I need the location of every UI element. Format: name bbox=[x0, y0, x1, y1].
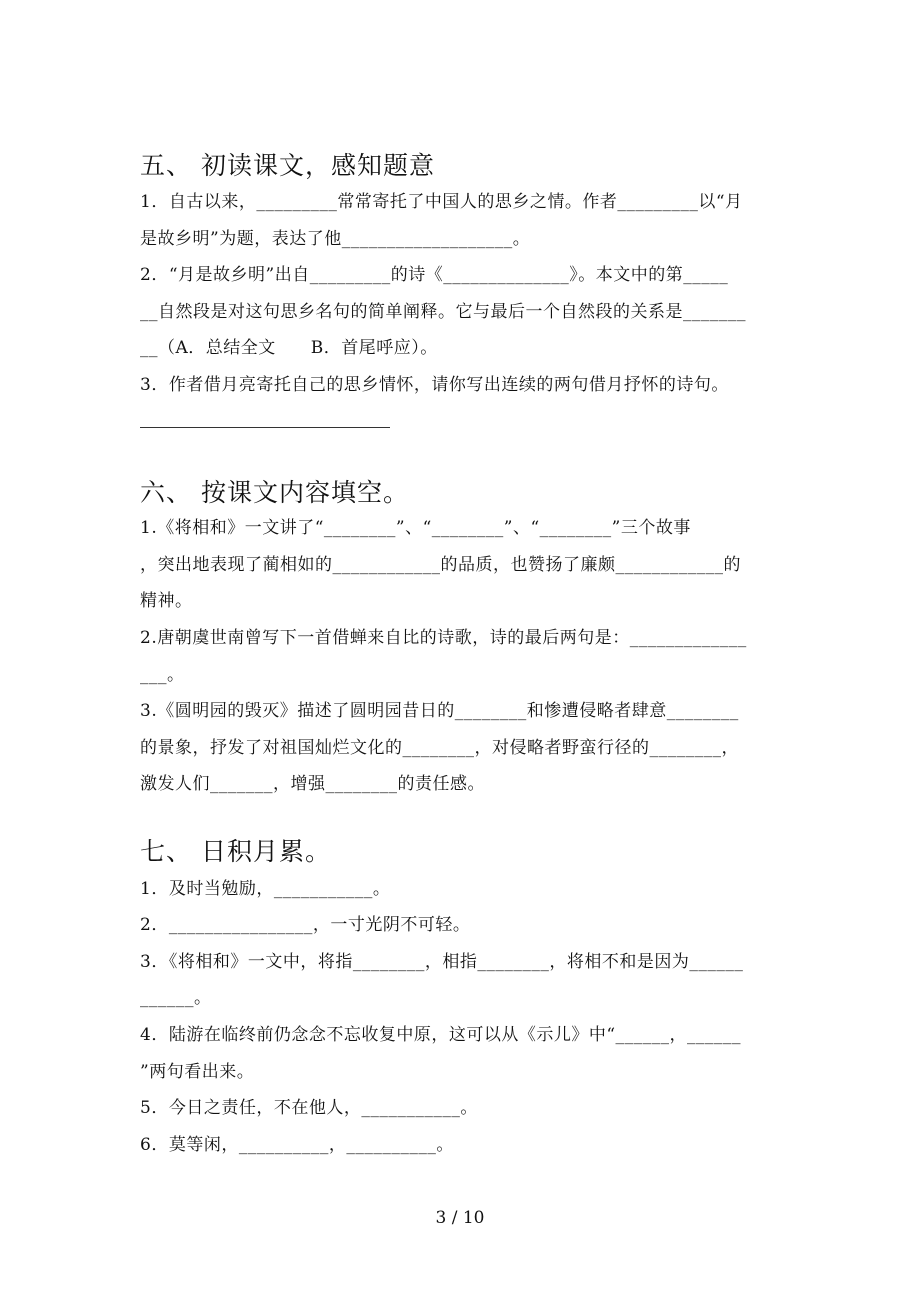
section-6-line-4: 2.唐朝虞世南曾写下一首借蝉来自比的诗歌，诗的最后两句是：_____________ bbox=[140, 628, 747, 648]
section-5-title: 五、 初读课文，感知题意 bbox=[140, 151, 435, 180]
section-5-line-4: __自然段是对这句思乡名句的简单阐释。它与最后一个自然段的关系是_______ bbox=[140, 302, 746, 322]
section-6-line-5: ___。 bbox=[140, 665, 185, 685]
section-7-line-3: 3．《将相和》一文中，将指________，相指________，将相不和是因为______ bbox=[140, 952, 744, 972]
section-6-title: 六、 按课文内容填空。 bbox=[140, 478, 409, 507]
page-number: 3 / 10 bbox=[435, 1208, 485, 1228]
section-7-line-5: 4．陆游在临终前仍念念不忘收复中原，这可以从《示儿》中“______，______ bbox=[140, 1025, 742, 1045]
section-6-line-1: 1.《将相和》一文讲了“________”、“________”、“________”三个故事 bbox=[140, 518, 691, 538]
answer-blank-line bbox=[140, 427, 390, 428]
section-5-line-1: 1．自古以来，_________常常寄托了中国人的思乡之情。作者_________以“月 bbox=[140, 192, 743, 212]
section-6-line-3: 精神。 bbox=[140, 591, 193, 611]
section-7-title: 七、 日积月累。 bbox=[140, 837, 331, 866]
section-6-line-7: 的景象，抒发了对祖国灿烂文化的________，对侵略者野蛮行径的________， bbox=[140, 738, 739, 758]
section-7-line-4: ______。 bbox=[140, 988, 212, 1008]
section-5-line-5: __（A．总结全文 B．首尾呼应）。 bbox=[140, 338, 438, 358]
section-5-line-3: 2．“月是故乡明”出自_________的诗《______________》。本文中的第_____ bbox=[140, 265, 729, 285]
section-6-line-2: ，突出地表现了蔺相如的____________的品质，也赞扬了廉颇____________的 bbox=[140, 555, 741, 575]
section-7-line-8: 6．莫等闲，__________，__________。 bbox=[140, 1135, 454, 1155]
section-6-line-8: 激发人们_______，增强________的责任感。 bbox=[140, 774, 485, 794]
section-7-line-7: 5．今日之责任，不在他人，___________。 bbox=[140, 1098, 478, 1118]
section-7-line-1: 1．及时当勉励，___________。 bbox=[140, 879, 391, 899]
section-7-line-2: 2．________________，一寸光阴不可轻。 bbox=[140, 915, 471, 935]
section-5-line-6: 3．作者借月亮寄托自己的思乡情怀，请你写出连续的两句借月抒怀的诗句。 bbox=[140, 375, 729, 395]
section-7-line-6: ”两句看出来。 bbox=[140, 1062, 255, 1082]
section-6-line-6: 3.《圆明园的毁灭》描述了圆明园昔日的________和惨遭侵略者肆意________ bbox=[140, 701, 739, 721]
section-5-line-2: 是故乡明”为题，表达了他___________________。 bbox=[140, 229, 531, 249]
